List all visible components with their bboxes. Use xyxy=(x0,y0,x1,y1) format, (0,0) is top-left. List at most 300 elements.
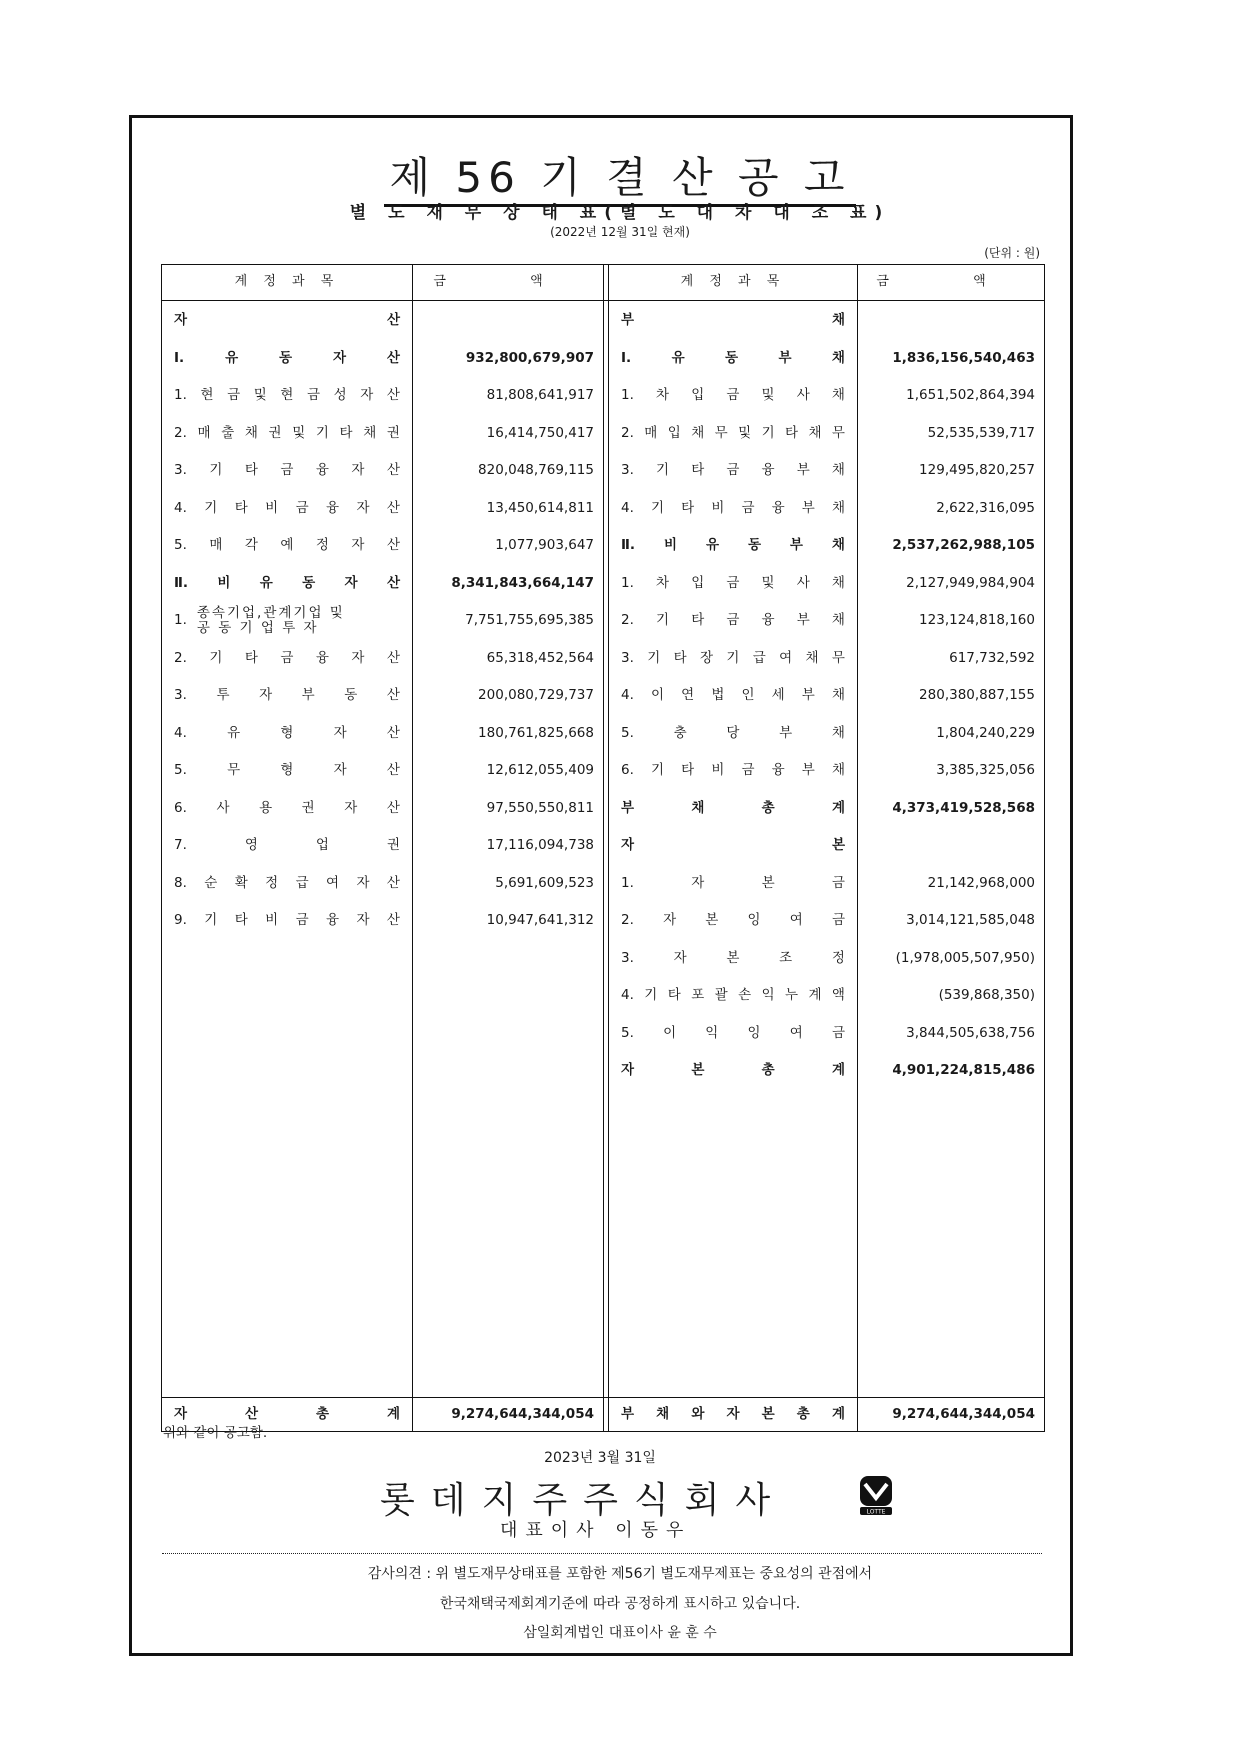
liability-equity-amount-3: 52,535,539,717 xyxy=(927,424,1035,441)
label-char: 기 xyxy=(656,462,670,478)
notice-date: 2023년 3월 31일 xyxy=(544,1450,656,1466)
label-char: 융 xyxy=(771,499,785,516)
label-char: 채 xyxy=(831,574,845,591)
label-char: 본 xyxy=(761,874,775,891)
liability-equity-amount-19: 3,844,505,638,756 xyxy=(906,1024,1035,1041)
asset-amount-3: 16,414,750,417 xyxy=(486,424,594,441)
label-char: 자 xyxy=(356,499,370,516)
label-char: 2. xyxy=(621,612,634,628)
label-char: Ⅰ. xyxy=(174,349,185,366)
label-char: 금 xyxy=(741,499,755,516)
label-char: Ⅱ. xyxy=(621,537,636,553)
representative: 대표이사 이동우 xyxy=(500,1520,692,1541)
label-char: 융 xyxy=(326,912,340,928)
label-char: 자 xyxy=(344,799,358,816)
label-char: 채 xyxy=(831,312,845,328)
liability-equity-amount-12: 3,385,325,056 xyxy=(936,762,1035,778)
label-char: 4. xyxy=(621,987,634,1003)
statement-subtitle: 별 도 재 무 상 태 표(별 도 대 차 대 조 표) xyxy=(349,203,891,223)
label-char: 영 xyxy=(244,837,258,853)
asset-account-2 xyxy=(162,377,412,414)
label-char: 3. xyxy=(621,462,634,478)
label-char: 현 xyxy=(280,387,294,403)
label-char: 형 xyxy=(280,724,294,741)
liability-equity-amount-5: 2,622,316,095 xyxy=(936,499,1035,516)
label-char: 무 xyxy=(227,762,241,778)
label-char: 2. xyxy=(174,424,187,441)
label-char: 와 xyxy=(691,1406,705,1422)
label-char: 정 xyxy=(831,949,845,966)
label-char: 부 xyxy=(801,499,815,516)
label-char: 타 xyxy=(673,649,687,666)
label-char: 급 xyxy=(752,649,766,666)
label-char: 유 xyxy=(259,574,273,591)
label-char: 자 xyxy=(351,537,365,553)
label-char: 타 xyxy=(691,612,705,628)
label-char: 기 xyxy=(209,462,223,478)
label-char: Ⅰ. xyxy=(621,349,632,366)
liability-equity-account-4 xyxy=(609,452,857,489)
label-char: 동 xyxy=(279,349,293,366)
label-char: 여 xyxy=(789,912,803,928)
label-char: 비 xyxy=(217,574,231,591)
label-char: 자 xyxy=(726,1406,740,1422)
label-char: 부 xyxy=(621,312,635,328)
label-char: 및 xyxy=(738,424,752,441)
label-char: 1. xyxy=(621,387,634,403)
label-char: 자 xyxy=(333,724,347,741)
label-char: 채 xyxy=(656,1406,670,1422)
label-char: 무 xyxy=(831,424,845,441)
label-char: 잉 xyxy=(747,912,761,928)
liability-equity-account-2 xyxy=(609,377,857,414)
label-char: 및 xyxy=(761,574,775,591)
left-amount-header: 금 액 xyxy=(433,274,583,289)
company-name: 롯데지주주식회사 xyxy=(380,1480,787,1521)
label-char: 차 xyxy=(656,387,670,403)
label-char: 연 xyxy=(681,687,695,703)
label-char: 본 xyxy=(691,1062,705,1078)
left-account-header: 계 정 과 목 xyxy=(234,274,340,289)
liability-equity-account-5 xyxy=(609,490,857,527)
label-char: 산 xyxy=(386,687,400,703)
label-char: 비 xyxy=(265,499,279,516)
right-amount-header: 금 액 xyxy=(876,274,1026,289)
liability-equity-account-12 xyxy=(609,752,857,789)
label-char: 타 xyxy=(234,499,248,516)
label-char: 자 xyxy=(356,912,370,928)
label-char: 채 xyxy=(244,424,258,441)
label-char: 금 xyxy=(306,387,321,403)
label-char: 부 xyxy=(779,724,793,741)
label-char: 6. xyxy=(621,762,634,778)
label-char: 용 xyxy=(259,799,273,816)
label-char: 투 xyxy=(216,687,230,703)
label-char: 각 xyxy=(244,537,258,553)
label-char: 본 xyxy=(726,949,740,966)
label-char: 산 xyxy=(386,574,400,591)
label-char: 5. xyxy=(174,537,187,553)
unit-label: (단위 : 원) xyxy=(984,246,1040,260)
label-char: 채 xyxy=(831,349,845,366)
asset-account-7 xyxy=(162,565,412,602)
liability-equity-account-7 xyxy=(609,565,857,602)
label-char: 사 xyxy=(796,574,810,591)
label-char: 부 xyxy=(301,687,315,703)
label-char: 권 xyxy=(386,424,400,441)
label-char: 금 xyxy=(726,462,740,478)
label-char: 2. xyxy=(621,424,634,441)
label-char: 융 xyxy=(315,462,329,478)
label-char: 타 xyxy=(785,424,799,441)
label-char: 부 xyxy=(801,687,815,703)
label-char: 확 xyxy=(234,874,248,891)
label-char: 부 xyxy=(796,612,810,628)
asset-account-4 xyxy=(162,452,412,489)
label-char: 당 xyxy=(726,724,740,741)
label-char: 기 xyxy=(315,424,329,441)
label-char: 계 xyxy=(831,799,845,816)
asset-amount-5: 13,450,614,811 xyxy=(486,499,594,516)
label-char: 입 xyxy=(691,574,705,591)
liability-equity-account-19 xyxy=(609,1015,857,1052)
label-char: 기 xyxy=(656,612,670,628)
label-char: 장 xyxy=(699,649,714,666)
label-char: 여 xyxy=(779,649,793,666)
label-char: 금 xyxy=(295,499,309,516)
label-char: 채 xyxy=(691,424,705,441)
label-char: 융 xyxy=(315,649,329,666)
label-char: 부 xyxy=(621,1406,635,1422)
label-char: 액 xyxy=(831,987,845,1003)
label-char: 8. xyxy=(174,874,187,891)
label-char: 융 xyxy=(761,462,775,478)
total-assets-amount: 9,274,644,344,054 xyxy=(451,1406,594,1422)
label-char: 산 xyxy=(386,462,400,478)
label-char: 금 xyxy=(726,612,740,628)
label-char: 산 xyxy=(386,312,400,328)
label-char: 4. xyxy=(174,724,187,741)
label-char: 무 xyxy=(714,424,728,441)
label-char: 계 xyxy=(808,987,822,1003)
label-char: 비 xyxy=(663,537,678,553)
label-char: 무 xyxy=(831,649,845,666)
statement-date: (2022년 12월 31일 현재) xyxy=(550,225,690,239)
label-char: 동 xyxy=(725,349,739,366)
label-char: 5. xyxy=(621,1024,634,1041)
label-char: 법 xyxy=(711,687,725,703)
label-char: 금 xyxy=(726,387,740,403)
asset-account-5 xyxy=(162,490,412,527)
label-char: 산 xyxy=(386,874,400,891)
label-char: 인 xyxy=(741,687,755,703)
label-char: 3. xyxy=(621,949,634,966)
label-char: 자 xyxy=(351,649,365,666)
label-char: 1. xyxy=(621,874,634,891)
label-char: 조 xyxy=(779,949,793,966)
label-char: 금 xyxy=(741,762,755,778)
label-char: 자 xyxy=(333,762,347,778)
label-char: 익 xyxy=(761,987,775,1003)
label-char: 손 xyxy=(738,987,752,1003)
label-char: 업 xyxy=(315,837,329,853)
label-char: 채 xyxy=(363,424,377,441)
liability-equity-account-13 xyxy=(609,790,857,827)
label-char: 익 xyxy=(705,1024,719,1041)
liability-equity-account-11 xyxy=(609,715,857,752)
asset-amount-1: 932,800,679,907 xyxy=(465,349,594,366)
label-char: 융 xyxy=(326,499,340,516)
liability-equity-amount-7: 2,127,949,984,904 xyxy=(906,574,1035,591)
label-char: 채 xyxy=(691,799,705,816)
col-border xyxy=(603,264,604,1432)
label-char: 3. xyxy=(174,462,187,478)
label-char: 산 xyxy=(386,387,400,403)
label-char: 산 xyxy=(386,912,400,928)
label-char: 기 xyxy=(209,649,223,666)
label-char: 금 xyxy=(295,912,309,928)
label-char: 자 xyxy=(259,687,273,703)
asset-account-9 xyxy=(162,640,412,677)
label-char: 타 xyxy=(244,649,258,666)
asset-amount-13: 97,550,550,811 xyxy=(486,799,594,816)
label-char: 부 xyxy=(796,462,810,478)
label-char: 1. xyxy=(174,387,187,403)
label-char: 타 xyxy=(691,462,705,478)
liability-equity-account-15 xyxy=(609,865,857,902)
liability-equity-amount-6: 2,537,262,988,105 xyxy=(892,537,1035,553)
liability-equity-amount-1: 1,836,156,540,463 xyxy=(892,349,1035,366)
label-char: 채 xyxy=(831,762,845,778)
label-char: 9. xyxy=(174,912,187,928)
asset-account-11 xyxy=(162,715,412,752)
label-char: 자 xyxy=(174,1406,188,1422)
asset-account-10 xyxy=(162,677,412,714)
total-liabilities-equity-amount: 9,274,644,344,054 xyxy=(892,1406,1035,1422)
label-char: 본 xyxy=(761,1406,775,1422)
asset-amount-16: 10,947,641,312 xyxy=(486,912,594,928)
label-char: 산 xyxy=(386,724,400,741)
label-char: 2. xyxy=(621,912,634,928)
label-char: 타 xyxy=(667,987,681,1003)
label-char: 산 xyxy=(386,499,400,516)
label-char: 기 xyxy=(726,649,740,666)
notice-statement: 위와 같이 공고함. xyxy=(163,1425,268,1441)
asset-amount-12: 12,612,055,409 xyxy=(486,762,594,778)
label-char: 매 xyxy=(209,537,223,553)
label-char: 채 xyxy=(831,537,845,553)
label-char: 누 xyxy=(785,987,799,1003)
label-char: 매 xyxy=(197,424,211,441)
asset-amount-9: 65,318,452,564 xyxy=(486,649,594,666)
label-char: 유 xyxy=(671,349,685,366)
asset-amount-10: 200,080,729,737 xyxy=(478,687,594,703)
label-char: 금 xyxy=(831,1024,845,1041)
liability-equity-account-8 xyxy=(609,602,857,639)
audit-opinion-line2: 한국채택국제회계기준에 따라 공정하게 표시하고 있습니다. xyxy=(439,1596,801,1612)
asset-account-1 xyxy=(162,340,412,377)
asset-account-3 xyxy=(162,415,412,452)
label-char: 기 xyxy=(644,987,658,1003)
label-char: 산 xyxy=(386,349,400,366)
liability-equity-account-3 xyxy=(609,415,857,452)
label-char: 4. xyxy=(174,499,187,516)
label-char: 유 xyxy=(225,349,239,366)
label-char: 채 xyxy=(831,724,845,741)
svg-text:LOTTE: LOTTE xyxy=(866,1508,886,1516)
label-char: 자 xyxy=(356,874,370,891)
label-char: 타 xyxy=(244,462,258,478)
label-char: 기 xyxy=(204,912,218,928)
notice-title: 제 56 기 결 산 공 고 xyxy=(0,145,1240,205)
label-char: 자 xyxy=(621,1062,635,1078)
liability-equity-amount-14 xyxy=(858,827,1044,864)
label-char: 채 xyxy=(805,649,819,666)
label-char: 채 xyxy=(831,687,845,703)
liability-equity-amount-17: (1,978,005,507,950) xyxy=(895,949,1035,966)
label-char: 비 xyxy=(265,912,279,928)
asset-amount-11: 180,761,825,668 xyxy=(478,724,594,741)
label-char: 출 xyxy=(221,424,235,441)
asset-amount-4: 820,048,769,115 xyxy=(478,462,594,478)
asset-account-13 xyxy=(162,790,412,827)
label-char: 자 xyxy=(174,312,188,328)
label-char: 금 xyxy=(831,874,845,891)
asset-account-12 xyxy=(162,752,412,789)
separator xyxy=(162,1553,1042,1554)
label-char: 기 xyxy=(204,499,218,516)
liability-equity-account-20 xyxy=(609,1052,857,1089)
label-char: 성 xyxy=(333,387,347,403)
liability-equity-account-14 xyxy=(609,827,857,864)
asset-amount-15: 5,691,609,523 xyxy=(495,874,594,891)
label-char: 3. xyxy=(174,687,187,703)
label-line: 종속기업,관계기업 및 xyxy=(196,604,345,621)
label-char: 권 xyxy=(386,837,400,853)
label-char: 괄 xyxy=(714,987,728,1003)
label-char: 포 xyxy=(691,987,705,1003)
label-char: 융 xyxy=(761,612,775,628)
label-char: 동 xyxy=(302,574,316,591)
label-char: 세 xyxy=(771,687,785,703)
label-char: 총 xyxy=(796,1406,810,1422)
label-char: 비 xyxy=(711,499,725,516)
label-char: 잉 xyxy=(747,1024,761,1041)
label-char: 급 xyxy=(295,874,309,891)
liability-equity-amount-13: 4,373,419,528,568 xyxy=(892,799,1035,816)
right-account-header: 계 정 과 목 xyxy=(680,274,786,289)
label-char: 총 xyxy=(761,1062,775,1078)
audit-opinion-line1: 감사의견 : 위 별도재무상태표를 포함한 제56기 별도재무제표는 중요성의 관점에서 xyxy=(367,1566,873,1582)
label-char: 2. xyxy=(174,649,187,666)
label-char: 금 xyxy=(726,574,740,591)
col-border xyxy=(1044,264,1045,1432)
liability-equity-amount-0 xyxy=(858,302,1044,339)
label-char: 권 xyxy=(268,424,282,441)
asset-amount-2: 81,808,641,917 xyxy=(486,387,594,403)
label-char: 여 xyxy=(326,874,340,891)
label-char: 1. xyxy=(621,574,634,591)
label-char: 융 xyxy=(771,762,785,778)
label-char: 유 xyxy=(705,537,719,553)
liability-equity-amount-4: 129,495,820,257 xyxy=(919,462,1035,478)
liability-equity-amount-20: 4,901,224,815,486 xyxy=(892,1062,1035,1078)
label-char: 및 xyxy=(253,387,267,403)
liability-equity-account-10 xyxy=(609,677,857,714)
asset-amount-0 xyxy=(413,302,603,339)
liability-equity-account-0 xyxy=(609,302,857,339)
label-char: 이 xyxy=(651,687,665,703)
liability-equity-account-16 xyxy=(609,902,857,939)
label-char: 기 xyxy=(761,424,775,441)
label-char: 비 xyxy=(711,762,725,778)
label-char: 형 xyxy=(280,762,294,778)
label-char: 타 xyxy=(339,424,353,441)
label-char: 자 xyxy=(673,949,687,966)
asset-account-16 xyxy=(162,902,412,939)
label-char: 충 xyxy=(673,724,687,741)
label-char: 5. xyxy=(621,724,634,741)
label-char: 부 xyxy=(778,349,792,366)
label-char: 자 xyxy=(351,462,365,478)
label-char: 자 xyxy=(663,912,677,928)
label-char: 기 xyxy=(651,762,665,778)
label-char: 자 xyxy=(360,387,374,403)
asset-account-15 xyxy=(162,865,412,902)
label-char: 총 xyxy=(761,799,775,816)
label-char: 및 xyxy=(761,387,775,403)
asset-amount-8: 7,751,755,695,385 xyxy=(465,612,594,628)
label-char: 자 xyxy=(691,874,705,891)
label-char: 차 xyxy=(656,574,670,591)
label-char: 동 xyxy=(747,537,761,553)
label-char: 현 xyxy=(200,387,214,403)
liability-equity-account-9 xyxy=(609,640,857,677)
label-char: 동 xyxy=(344,687,358,703)
label-char: 채 xyxy=(808,424,822,441)
label-char: 산 xyxy=(386,537,400,553)
label-char: 예 xyxy=(280,537,294,553)
label-char: 이 xyxy=(663,1024,677,1041)
label-char: 계 xyxy=(831,1406,845,1422)
label-char: 및 xyxy=(292,424,306,441)
liability-equity-amount-10: 280,380,887,155 xyxy=(919,687,1035,703)
label-char: 순 xyxy=(204,874,218,891)
liability-equity-account-1 xyxy=(609,340,857,377)
asset-account-6 xyxy=(162,527,412,564)
liability-equity-account-6 xyxy=(609,527,857,564)
label-char: 부 xyxy=(801,762,815,778)
label-line: 공 동 기 업 투 자 xyxy=(196,619,319,636)
label-char: 채 xyxy=(831,612,845,628)
label-char: 총 xyxy=(315,1406,330,1422)
label-char: 본 xyxy=(705,912,719,928)
label-char: 3. xyxy=(621,649,634,666)
label-char: 산 xyxy=(386,799,400,816)
label-char: 권 xyxy=(301,799,315,816)
liability-equity-amount-16: 3,014,121,585,048 xyxy=(906,912,1035,928)
asset-account-0 xyxy=(162,302,412,339)
label-char: 정 xyxy=(265,874,279,891)
item-number: 1. xyxy=(174,612,187,628)
label-char: 부 xyxy=(789,537,803,553)
label-char: 입 xyxy=(667,424,681,441)
label-char: 금 xyxy=(227,387,241,403)
label-char: 자 xyxy=(344,574,358,591)
label-char: 부 xyxy=(621,799,635,816)
label-char: 금 xyxy=(831,912,845,928)
label-char: 타 xyxy=(681,762,695,778)
